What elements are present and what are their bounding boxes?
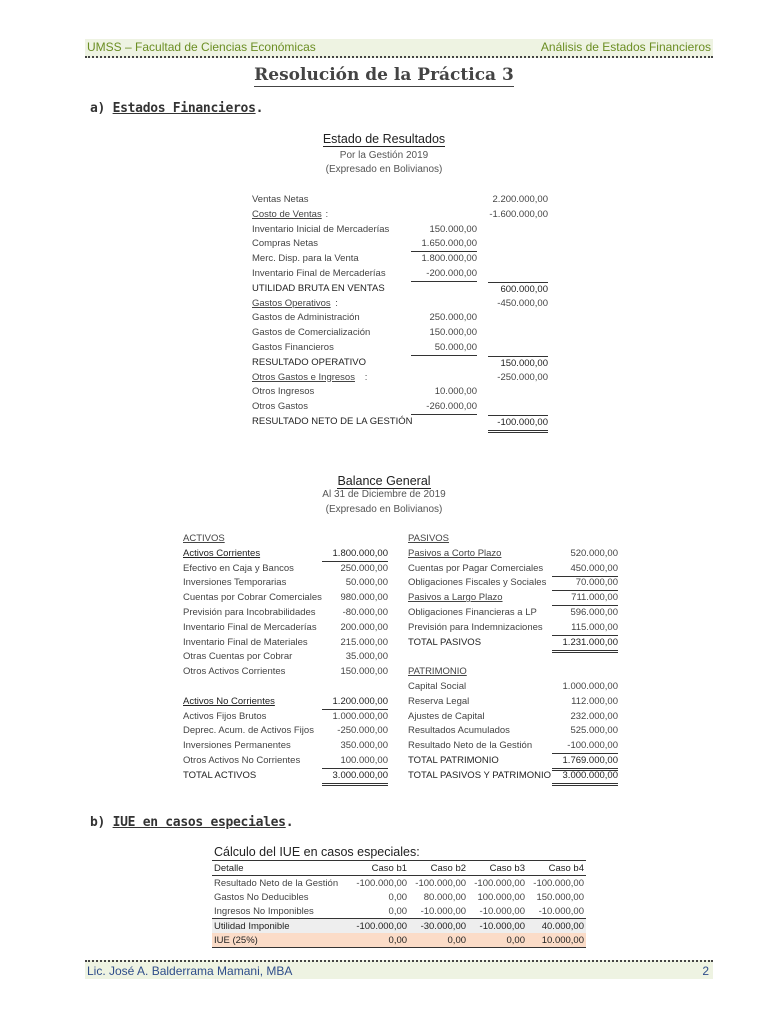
income-row-label: Otros Gastos e Ingresos: [252, 371, 355, 383]
income-row-subtotal: 10.000,00: [434, 386, 477, 398]
iue-cell-value: -100.000,00: [350, 919, 409, 934]
left-row-value: 100.000,00: [322, 754, 388, 769]
right-row-value: 112.000,00: [571, 695, 618, 707]
right-row-value: 1.231.000,00: [552, 636, 618, 653]
left-row-label: Otros Activos Corrientes: [183, 666, 286, 678]
right-row: [408, 695, 618, 709]
right-row-value: 232.000,00: [570, 710, 618, 722]
income-row-label: Inventario Inicial de Mercaderías: [252, 223, 390, 235]
income-row-label: Costo de Ventas: [252, 208, 322, 220]
income-row: [252, 341, 548, 355]
iue-cell-value: -10.000,00: [479, 905, 525, 917]
iue-cell-label: Resultado Neto de la Gestión: [214, 877, 339, 889]
right-row: [408, 665, 618, 679]
iue-table: [212, 860, 586, 948]
iue-cell-value: 0,00: [350, 933, 409, 948]
iue-cell-value: 0,00: [388, 905, 408, 917]
iue-cell-value: -100.000,00: [415, 877, 467, 889]
balance-sheet-title: [0, 474, 768, 488]
right-row-label: Capital Social: [408, 681, 467, 692]
income-row-label: RESULTADO NETO DE LA GESTIÓN: [252, 416, 413, 427]
footer-author: Lic. José A. Balderrama Mamani, MBA: [87, 964, 293, 978]
left-row-value: 1.800.000,00: [322, 547, 388, 562]
iue-cell-value: 0,00: [409, 933, 468, 948]
left-row-value: 35.000,00: [345, 651, 388, 663]
income-row-label: Gastos de Administración: [252, 312, 360, 324]
iue-header-cell: Caso b3: [468, 861, 527, 876]
iue-header-cell: Caso b4: [527, 861, 586, 876]
income-row: [252, 267, 548, 281]
left-row-label: Inventario Final de Mercaderías: [183, 621, 317, 633]
document-title: [0, 65, 768, 85]
income-row-subtotal: 150.000,00: [429, 223, 477, 235]
iue-row: [212, 933, 586, 948]
iue-header-row: [212, 861, 586, 876]
right-row-value: 711.000,00: [552, 591, 618, 606]
right-row-value: 1.000.000,00: [562, 681, 618, 692]
left-row-label: TOTAL ACTIVOS: [183, 769, 257, 781]
iue-row: [212, 876, 586, 891]
right-row: [408, 680, 618, 694]
right-row: [408, 650, 618, 664]
left-row: [183, 695, 388, 709]
iue-cell-value: -30.000,00: [409, 919, 468, 934]
left-row: [183, 769, 388, 783]
right-row-value: 70.000,00: [552, 576, 618, 591]
income-statement-currency: (Expresado en Bolivianos): [325, 164, 443, 175]
income-row-label: Otros Gastos: [252, 401, 308, 413]
iue-row: [212, 919, 586, 934]
income-row-subtotal: 250.000,00: [429, 312, 477, 324]
left-row: [183, 606, 388, 620]
income-row-label: Compras Netas: [252, 238, 318, 250]
right-row: [408, 636, 618, 650]
left-row-label: Otros Activos No Corrientes: [183, 755, 301, 766]
header-left-text: UMSS – Facultad de Ciencias Económicas: [87, 40, 316, 54]
income-row-subtotal: 150.000,00: [429, 327, 477, 339]
right-row-label: Obligaciones Fiscales y Sociales: [408, 577, 547, 589]
right-row-label: TOTAL PASIVOS Y PATRIMONIO: [408, 769, 552, 781]
left-row: [183, 665, 388, 679]
left-row-value: -250.000,00: [337, 725, 388, 737]
right-row-label: Resultado Neto de la Gestión: [408, 740, 533, 752]
income-row: [252, 208, 548, 222]
income-row-total: 2.200.000,00: [492, 194, 548, 205]
iue-cell-value: -100.000,00: [474, 877, 525, 889]
income-row: [252, 311, 548, 325]
right-row: [408, 754, 618, 768]
income-row-label: Merc. Disp. para la Venta: [252, 253, 359, 265]
right-row: [408, 562, 618, 576]
iue-cell-label: Utilidad Imponible: [212, 919, 350, 934]
income-row: [252, 385, 548, 399]
right-row: [408, 739, 618, 753]
income-row-subtotal: 1.650.000,00: [411, 237, 477, 252]
right-row-label: Cuentas por Pagar Comerciales: [408, 562, 544, 574]
left-row-label: Activos Fijos Brutos: [183, 710, 267, 722]
section-a-heading: [90, 101, 263, 116]
income-row-subtotal: -260.000,00: [411, 400, 477, 415]
right-row-label: PASIVOS: [408, 533, 450, 544]
income-row: [252, 356, 548, 370]
left-row-label: Efectivo en Caja y Bancos: [183, 562, 294, 574]
left-row-value: 1.200.000,00: [322, 695, 388, 710]
income-row-label: Gastos Financieros: [252, 342, 334, 353]
income-statement-period: Por la Gestión 2019: [339, 150, 429, 161]
income-row-label: Inventario Final de Mercaderías: [252, 268, 386, 279]
income-row: [252, 237, 548, 251]
right-row-label: Reserva Legal: [408, 695, 470, 707]
right-row-label: Previsión para Indemnizaciones: [408, 621, 543, 633]
income-row-label-suffix: :: [325, 208, 329, 220]
left-row: [183, 562, 388, 576]
income-row-label: RESULTADO OPERATIVO: [252, 356, 367, 368]
income-row-label: UTILIDAD BRUTA EN VENTAS: [252, 282, 385, 294]
section-b-prefix: b): [90, 815, 106, 830]
right-row-value: 1.769.000,00: [552, 754, 618, 771]
left-row-value: 3.000.000,00: [322, 769, 388, 786]
income-row-label: Ventas Netas: [252, 194, 309, 205]
left-row-value: 350.000,00: [340, 740, 388, 752]
iue-cell-value: 10.000,00: [527, 933, 586, 948]
right-row-label: Pasivos a Corto Plazo: [408, 547, 502, 559]
income-row: [252, 282, 548, 296]
iue-cell-value: -10.000,00: [468, 919, 527, 934]
iue-cell-label: Ingresos No Imponibles: [214, 905, 314, 917]
right-row-label: TOTAL PATRIMONIO: [408, 755, 499, 766]
header-right-text: Análisis de Estados Financieros: [540, 40, 711, 54]
page-header: [85, 39, 713, 58]
right-row-value: 115.000,00: [552, 621, 618, 636]
iue-table-caption: Cálculo del IUE en casos especiales:: [214, 845, 420, 859]
income-row-total: 600.000,00: [488, 282, 548, 297]
right-row: [408, 547, 618, 561]
right-row: [408, 724, 618, 738]
left-row-label: ACTIVOS: [183, 533, 225, 544]
right-row-label: Resultados Acumulados: [408, 725, 510, 737]
iue-row: [212, 904, 586, 919]
section-b-title: IUE en casos especiales: [112, 815, 286, 830]
right-row-label: Obligaciones Financieras a LP: [408, 607, 537, 618]
left-row-label: Cuentas por Cobrar Comerciales: [183, 592, 322, 604]
left-row-label: Inversiones Temporarias: [183, 577, 287, 589]
left-row-label: Inventario Final de Materiales: [183, 636, 308, 648]
iue-cell-value: 0,00: [388, 891, 408, 903]
left-row: [183, 591, 388, 605]
iue-header-cell: Caso b2: [409, 861, 468, 876]
income-row: [252, 223, 548, 237]
iue-cell-value: 40.000,00: [527, 919, 586, 934]
right-row: [408, 532, 618, 546]
right-row-value: 525.000,00: [570, 725, 618, 737]
income-row-total: -250.000,00: [497, 371, 548, 383]
balance-sheet-currency: (Expresado en Bolivianos): [325, 504, 443, 515]
left-row-value: -80.000,00: [342, 607, 388, 618]
left-row-value: 50.000,00: [345, 577, 388, 589]
right-row: [408, 769, 618, 783]
left-row: [183, 532, 388, 546]
right-row: [408, 606, 618, 620]
iue-cell-value: 0,00: [468, 933, 527, 948]
income-row-label: Gastos Operativos: [252, 297, 331, 309]
left-row: [183, 636, 388, 650]
right-row: [408, 591, 618, 605]
income-statement-title: [0, 132, 768, 146]
balance-sheet-date: Al 31 de Diciembre de 2019: [322, 489, 446, 500]
right-row-value: 3.000.000,00: [552, 769, 618, 786]
right-row-label: PATRIMONIO: [408, 666, 467, 678]
document-title-text: Resolución de la Práctica 3: [254, 65, 514, 85]
left-row-value: 150.000,00: [340, 666, 388, 678]
income-row-total: -100.000,00: [488, 415, 548, 433]
section-a-title: Estados Financieros: [112, 101, 256, 116]
iue-row: [212, 890, 586, 904]
income-row: [252, 252, 548, 266]
left-row-label: Deprec. Acum. de Activos Fijos: [183, 725, 314, 737]
iue-header-cell: Detalle: [212, 861, 350, 876]
income-row-label: Gastos de Comercialización: [252, 327, 371, 339]
iue-cell-value: 80.000,00: [423, 891, 467, 903]
income-row-label-suffix: :: [364, 371, 368, 383]
left-row-value: 200.000,00: [340, 621, 388, 633]
income-row-label-suffix: :: [335, 297, 338, 309]
left-row: [183, 724, 388, 738]
right-row-value: -100.000,00: [552, 739, 618, 754]
left-row: [183, 739, 388, 753]
left-row: [183, 621, 388, 635]
left-row-value: 980.000,00: [340, 592, 388, 604]
iue-cell-value: 100.000,00: [477, 891, 525, 903]
income-statement-title-text: Estado de Resultados: [322, 132, 446, 146]
income-row-label: Otros Ingresos: [252, 386, 315, 398]
section-a-suffix: .: [255, 101, 264, 116]
income-row-subtotal: 1.800.000,00: [421, 253, 477, 265]
income-row: [252, 297, 548, 311]
right-row: [408, 710, 618, 724]
left-row: [183, 650, 388, 664]
left-row: [183, 680, 388, 694]
left-row-value: 1.000.000,00: [332, 710, 388, 722]
right-row-value: 450.000,00: [552, 562, 618, 577]
balance-sheet-title-text: Balance General: [337, 474, 431, 488]
income-row-subtotal: 50.000,00: [411, 341, 477, 356]
page-footer: [85, 960, 713, 979]
page-number: 2: [702, 964, 709, 978]
income-row-total: -1.600.000,00: [489, 208, 548, 220]
income-row-subtotal: -200.000,00: [411, 267, 477, 282]
income-row: [252, 326, 548, 340]
iue-header-cell: Caso b1: [350, 861, 409, 876]
right-row-value: 520.000,00: [570, 547, 618, 559]
left-row-value: 215.000,00: [340, 636, 388, 648]
right-row-label: Ajustes de Capital: [408, 710, 485, 722]
left-row-label: Activos Corrientes: [183, 547, 261, 559]
iue-cell-value: -10.000,00: [538, 905, 584, 917]
left-row: [183, 710, 388, 724]
right-row-label: TOTAL PASIVOS: [408, 636, 482, 648]
income-row-total: 150.000,00: [488, 356, 548, 371]
iue-cell-label: Gastos No Deducibles: [214, 891, 309, 903]
left-row: [183, 547, 388, 561]
income-row: [252, 415, 548, 429]
income-row: [252, 371, 548, 385]
section-b-suffix: .: [285, 815, 294, 830]
right-row: [408, 576, 618, 590]
left-row-label: Inversiones Permanentes: [183, 740, 291, 752]
left-row: [183, 576, 388, 590]
section-b-heading: [90, 815, 293, 830]
left-row-label: Activos No Corrientes: [183, 695, 275, 707]
left-row-label: Otras Cuentas por Cobrar: [183, 651, 293, 663]
left-row-value: 250.000,00: [340, 562, 388, 574]
left-row: [183, 754, 388, 768]
income-row-total: -450.000,00: [497, 297, 548, 309]
right-row-label: Pasivos a Largo Plazo: [408, 592, 503, 604]
section-a-prefix: a): [90, 101, 106, 116]
income-row: [252, 193, 548, 207]
right-row-value: 596.000,00: [570, 607, 618, 618]
right-row: [408, 621, 618, 635]
iue-cell-value: -100.000,00: [533, 877, 584, 889]
income-row: [252, 400, 548, 414]
left-row-label: Previsión para Incobrabilidades: [183, 607, 316, 618]
iue-cell-label: IUE (25%): [212, 933, 350, 948]
iue-cell-value: -10.000,00: [420, 905, 467, 917]
iue-cell-value: -100.000,00: [356, 877, 408, 889]
iue-cell-value: 150.000,00: [536, 891, 584, 903]
